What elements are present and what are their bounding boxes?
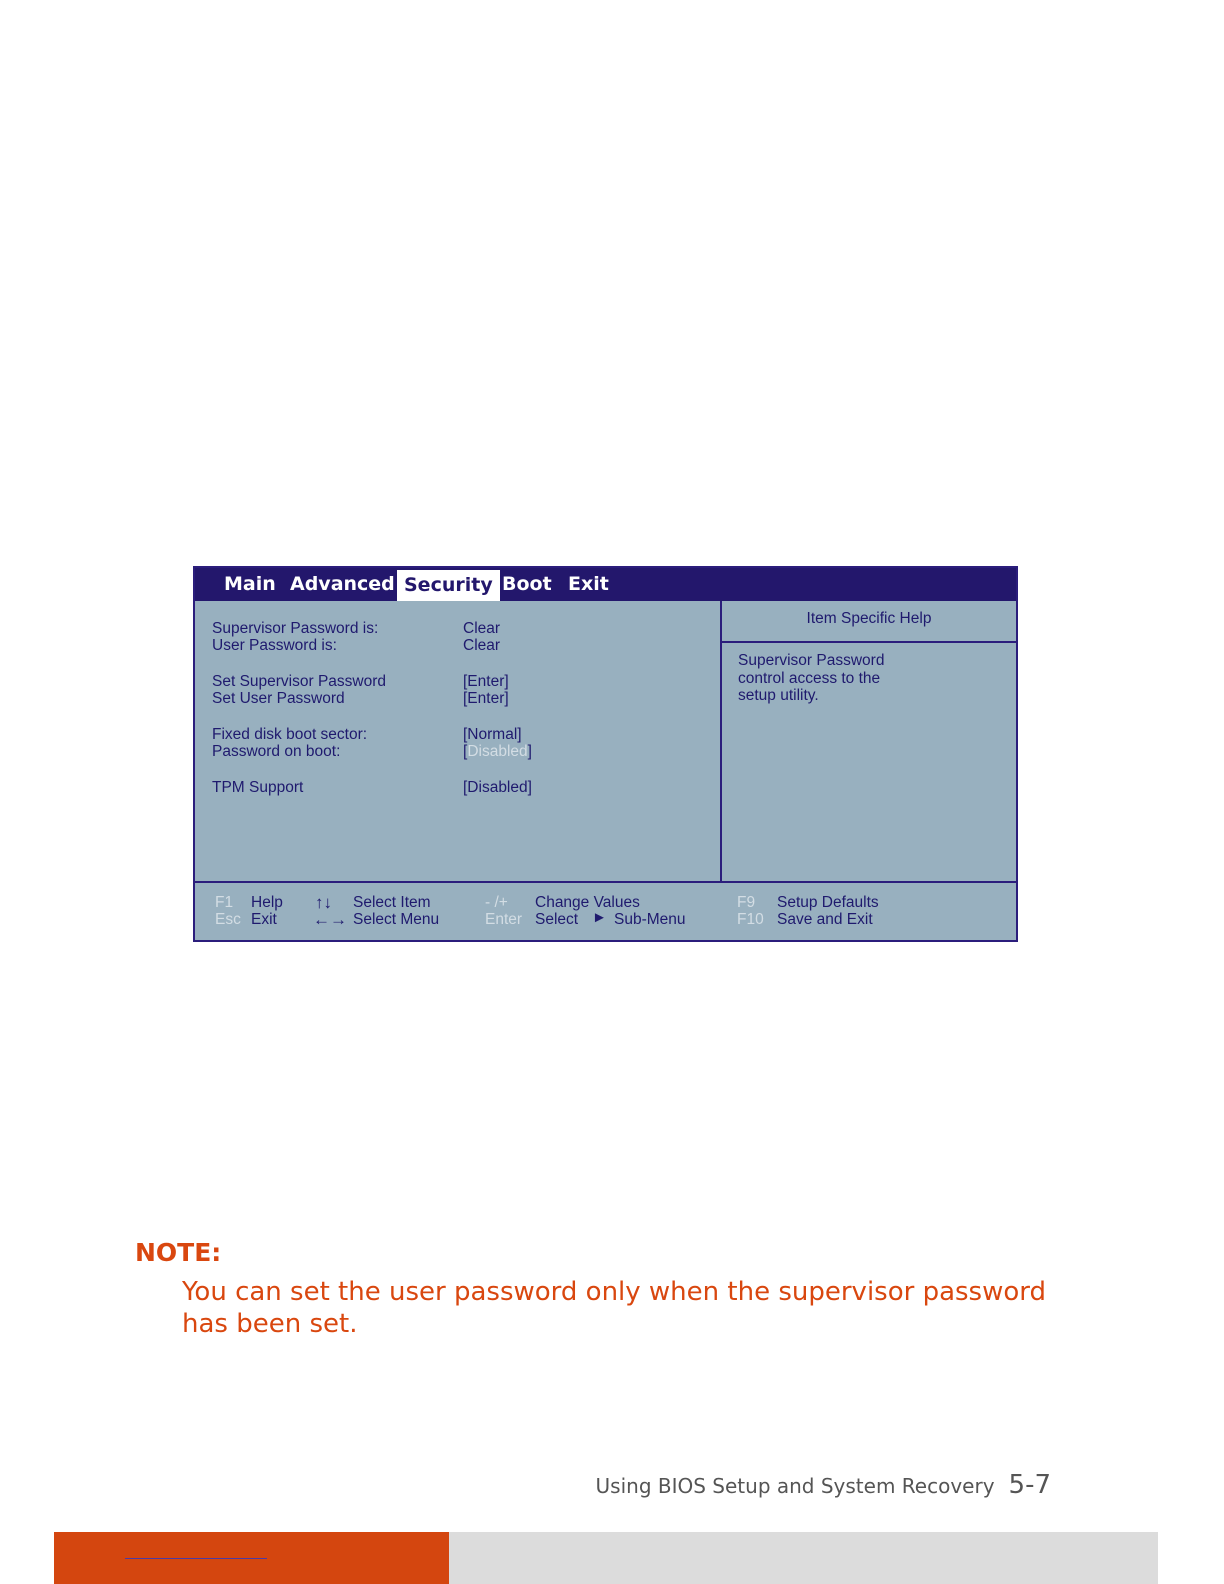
- menu-tab-main[interactable]: Main: [224, 573, 276, 595]
- row-label-set-supervisor-password[interactable]: Set Supervisor Password: [212, 673, 387, 690]
- row-value-set-user-password[interactable]: [Enter]: [463, 690, 509, 707]
- footer-divider: [195, 881, 1016, 883]
- row-value-fixed-disk-boot-sector[interactable]: [Normal]: [463, 726, 522, 743]
- row-value-set-supervisor-password[interactable]: [Enter]: [463, 673, 509, 690]
- page-footer: [596, 1470, 1051, 1500]
- key-enter-action: Select: [535, 911, 579, 928]
- bracket-open: [: [463, 743, 468, 760]
- key-leftright-action: Select Menu: [353, 911, 440, 928]
- help-line: control access to the: [738, 669, 881, 687]
- key-f9-action: Setup Defaults: [777, 894, 879, 911]
- key-enter: Enter: [485, 911, 523, 928]
- item-specific-help-title: Item Specific Help: [806, 610, 932, 627]
- key-f1: F1: [215, 894, 234, 911]
- row-label-tpm-support[interactable]: TPM Support: [212, 779, 304, 796]
- key-f1-action: Help: [251, 894, 283, 911]
- help-line: setup utility.: [738, 687, 819, 704]
- key-plus-minus-action: Change Values: [535, 894, 640, 911]
- bracket-close: ]: [527, 743, 532, 760]
- item-specific-help-text: [738, 652, 998, 705]
- key-f10-action: Save and Exit: [777, 911, 873, 928]
- key-esc: Esc: [215, 911, 241, 928]
- footer-accent-line: [125, 1558, 267, 1559]
- left-right-arrow-icon: ←→: [313, 910, 347, 929]
- right-triangle-icon: ►: [592, 909, 607, 926]
- key-f9: F9: [737, 894, 756, 911]
- row-label-supervisor-password-status: Supervisor Password is:: [212, 620, 379, 637]
- up-down-arrow-icon: ↑↓: [315, 893, 332, 912]
- row-value-tpm-support[interactable]: [Disabled]: [463, 779, 532, 796]
- footer-section-title: Using BIOS Setup and System Recovery: [595, 1474, 995, 1498]
- page-number: 5-7: [1008, 1470, 1051, 1500]
- menu-tab-advanced[interactable]: Advanced: [290, 573, 395, 595]
- help-title-divider: [722, 641, 1016, 643]
- key-enter-action-submenu: Sub-Menu: [614, 911, 686, 928]
- help-line: Supervisor Password: [738, 652, 885, 669]
- footer-gray-bar: [449, 1532, 1158, 1584]
- menu-tab-boot[interactable]: Boot: [502, 573, 552, 595]
- key-updown-action: Select Item: [353, 894, 431, 911]
- row-label-password-on-boot: Password on boot:: [212, 743, 341, 760]
- row-value-user-password-status: Clear: [463, 637, 501, 654]
- menu-tab-security[interactable]: Security: [397, 570, 500, 601]
- note-text: You can set the user password only when the supervisor password has been set.: [182, 1277, 1047, 1339]
- bios-menu-bar: [195, 568, 1016, 601]
- disabled-value-dim: Disabled: [467, 743, 528, 760]
- key-f10: F10: [737, 911, 764, 928]
- menu-tab-exit[interactable]: Exit: [568, 573, 609, 595]
- panel-divider: [720, 601, 722, 882]
- key-esc-action: Exit: [251, 911, 277, 928]
- row-value-password-on-boot: [463, 743, 532, 760]
- row-label-set-user-password[interactable]: Set User Password: [212, 690, 345, 707]
- row-label-user-password-status: User Password is:: [212, 637, 337, 654]
- bios-setup-screen: [193, 566, 1018, 942]
- row-value-supervisor-password-status: Clear: [463, 620, 501, 637]
- note-heading: NOTE:: [135, 1238, 222, 1267]
- row-label-fixed-disk-boot-sector[interactable]: Fixed disk boot sector:: [212, 726, 368, 743]
- key-plus-minus: - /+: [485, 894, 508, 911]
